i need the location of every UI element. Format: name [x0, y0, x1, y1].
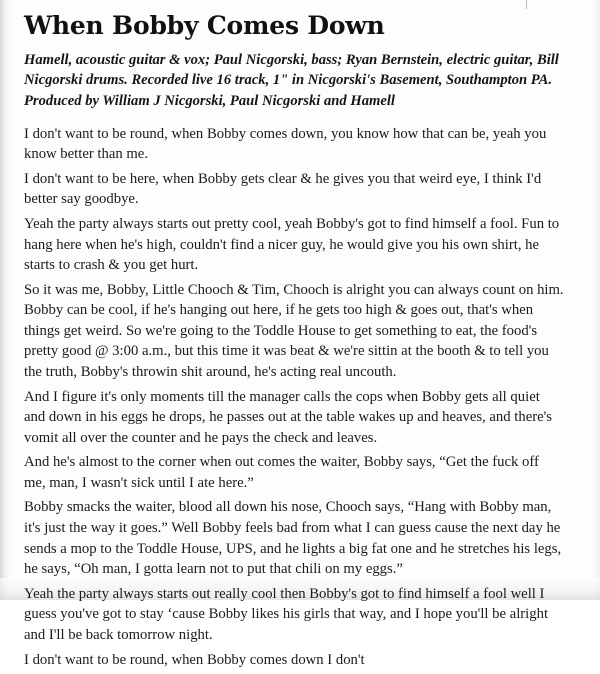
lyrics-paragraph: I don't want to be round, when Bobby comes down I don't — [24, 651, 365, 668]
song-title: When Bobby Comes Down — [24, 11, 385, 40]
lyrics-paragraph: And I figure it's only moments till the manager calls the cops when Bobby gets all quiet and down in his eggs he drops, he passes out at the table wakes up and heaves, and there's vomit all over the counter and he pays the check and leaves. — [24, 388, 552, 446]
lyrics-paragraph: And he's almost to the corner when out comes the waiter, Bobby says, “Get the fuck off me, man, I wasn't sick until I ate here.” — [24, 454, 539, 491]
lyrics-paragraph: Bobby smacks the waiter, blood all down his nose, Chooch says, “Hang with Bobby man, it's just the way it goes.” Well Bobby feels bad from what I can guess cause the next day he sends a mop to the Toddle House, UPS, and he lights a big fat one and he stretches his legs, he says, “Oh man, I gotta learn not to put that chili on my eggs.” — [24, 499, 562, 578]
scan-edge-left — [0, 0, 10, 600]
lyrics-paragraph: I don't want to be here, when Bobby gets clear & he gives you that weird eye, I think I'd better say goodbye. — [24, 170, 542, 208]
lyrics-paragraph: So it was me, Bobby, Little Chooch & Tim, Chooch is alright you can always count on him. Bobby can be cool, if he's hanging out here, if he gets too high & goes out, that's when things get weird. So we're going to the Toddle House to get something to eat, the food's pretty good @ 3:00 a.m., but this time it was beat & we're sittin at the booth & to tell you the truth, Bobby's throwin shit around, he's acting real uncouth. — [24, 281, 564, 381]
lyrics-paragraph: Yeah the party always starts out really cool then Bobby's got to find himself a fool well I guess you've got to stay ‘cause Bobby likes his girls that way, and I hope you'll be alright and I'll be back tomorrow night. — [24, 585, 549, 643]
lyrics-paragraph: I don't want to be round, when Bobby comes down, you know how that can be, yeah you know better than me. — [24, 125, 547, 163]
lyrics-paragraph: Yeah the party always starts out pretty cool, yeah Bobby's got to find himself a fool. Fun to hang here when he's high, couldn't find a nicer guy, he would give you his own shirt, he starts to crash & you get hurt. — [24, 215, 560, 274]
credits-paragraph: Hamell, acoustic guitar & vox; Paul Nicgorski, bass; Ryan Bernstein, electric guitar, Bill Nicgorski drums. Recorded live 16 track, 1" in Nicgorski's Basement, Southampton PA. Produced by William J Nicgorski, Paul Nicgorski and Hamell — [24, 51, 559, 109]
document-content — [24, 12, 572, 674]
scan-edge-right — [592, 0, 600, 600]
lyrics-body — [24, 124, 564, 670]
scan-tick-mark — [526, 0, 527, 9]
